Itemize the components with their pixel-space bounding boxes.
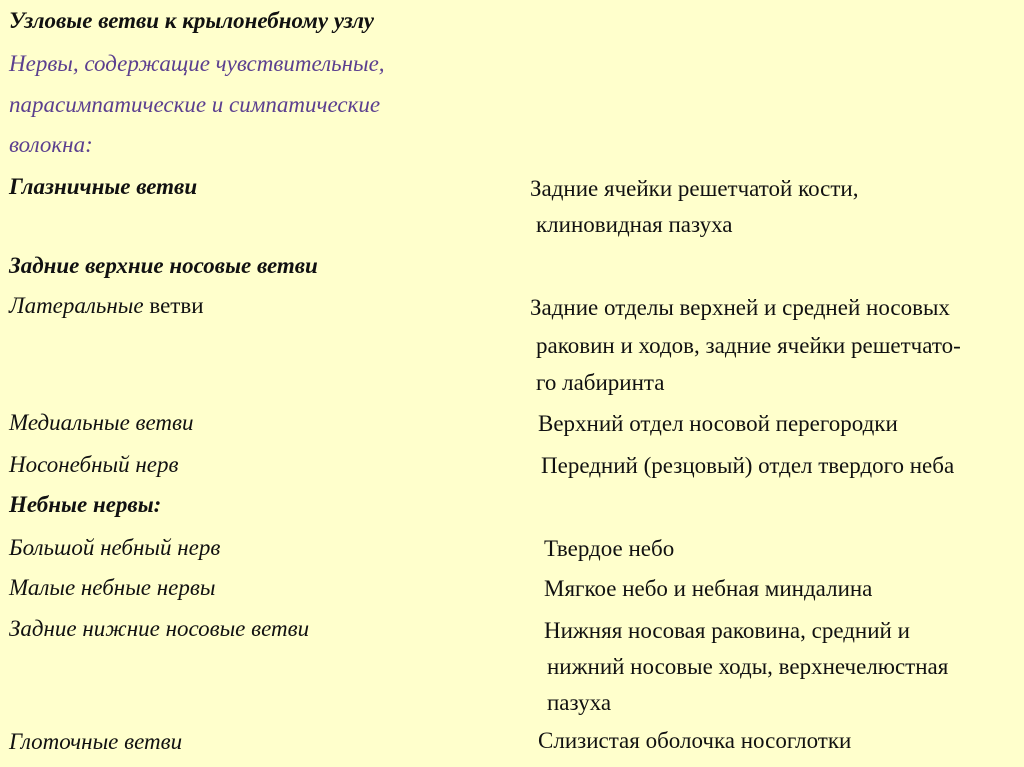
nerve-desc-lateral-3: го лабиринта [536, 370, 665, 395]
subtitle-line-1: Нервы, содержащие чувствительные, [9, 51, 385, 76]
nerve-name-posterior-superior-nasal: Задние верхние носовые ветви [9, 253, 318, 278]
nerve-name-palatine-group: Небные нервы: [9, 492, 162, 517]
nerve-desc-lesser-palatine: Мягкое небо и небная миндалина [544, 576, 873, 601]
nerve-desc-medial: Верхний отдел носовой перегородки [538, 411, 898, 436]
nerve-desc-orbital-2: клиновидная пазуха [536, 212, 733, 237]
subtitle-line-3: волокна: [9, 132, 93, 157]
nerve-name-posterior-inferior-nasal: Задние нижние носовые ветви [9, 616, 310, 641]
subtitle-line-2: парасимпатические и симпатические [9, 92, 381, 117]
nerve-name-lateral-italic: Латеральные [9, 293, 144, 318]
nerve-name-lateral [9, 293, 204, 319]
nerve-name-nasopalatine: Носонебный нерв [9, 452, 179, 477]
nerve-desc-greater-palatine: Твердое небо [544, 536, 675, 561]
nerve-desc-posterior-inferior-nasal-1: Нижняя носовая раковина, средний и [544, 618, 910, 643]
nerve-name-greater-palatine: Большой небный нерв [9, 535, 221, 560]
nerve-name-medial: Медиальные ветви [9, 410, 194, 435]
nerve-desc-nasopalatine: Передний (резцовый) отдел твердого неба [541, 453, 955, 478]
nerve-name-lateral-plain: ветви [143, 293, 204, 318]
nerve-desc-posterior-inferior-nasal-2: нижний носовые ходы, верхнечелюстная [547, 654, 949, 679]
nerve-name-lesser-palatine: Малые небные нервы [9, 575, 216, 600]
nerve-name-pharyngeal: Глоточные ветви [9, 729, 183, 754]
nerve-desc-pharyngeal: Слизистая оболочка носоглотки [538, 728, 852, 753]
nerve-desc-lateral-1: Задние отделы верхней и средней носовых [530, 295, 950, 320]
nerve-name-orbital: Глазничные ветви [9, 174, 198, 199]
slide-title: Узловые ветви к крылонебному узлу [9, 8, 374, 33]
nerve-desc-lateral-2: раковин и ходов, задние ячейки решетчато- [536, 333, 961, 358]
nerve-desc-posterior-inferior-nasal-3: пазуха [547, 690, 612, 715]
nerve-desc-orbital-1: Задние ячейки решетчатой кости, [530, 176, 859, 201]
